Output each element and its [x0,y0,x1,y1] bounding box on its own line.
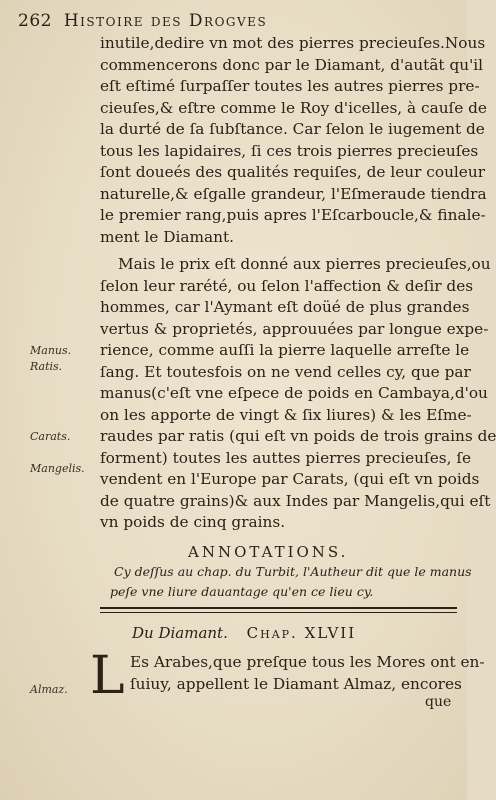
text-line: vertus & proprietés, approuuées par longue expe- [100,319,489,338]
text-line: vn poids de cinq grains. [100,513,286,531]
chapter-label: Chap. XLVII [246,624,357,642]
chapter-rule [100,607,457,609]
chapter-heading [132,624,452,642]
margin-note-almaz: Almaz. [30,683,68,696]
paragraph-1 [100,33,487,248]
text-line: forment) toutes les auttes pierres precieuſes, ſe [100,448,472,467]
text-line: ment le Diamant. [100,227,234,246]
text-line: eſt eſtimé ſurpaſſer toutes les autres pierres pre- [100,77,480,95]
text-line: on les apporte de vingt & ſix liures) & les Eſme- [100,405,472,424]
margin-note-ratis: Ratis. [30,360,63,373]
annotation-line: Cy deſſus au chap. du Turbit, l'Autheur dit que le manus [114,564,472,579]
body-text [100,33,496,534]
annotation-line: peſe vne liure dauantage qu'en ce lieu cy. [110,584,374,599]
text-line: rience, comme auſſi la pierre laquelle arreſte le [100,341,470,359]
running-head [18,10,458,32]
text-line: vendent en l'Europe par Carats, (qui eſt vn poids [100,470,480,488]
text-line: manus(c'eſt vne eſpece de poids en Cambaya,d'ou [100,384,488,402]
margin-note-mangelis: Mangelis. [30,462,85,475]
text-line: le premier rang,puis apres l'Eſcarboucle,& finale- [100,206,486,224]
text-line: commencerons donc par le Diamant, d'autãt qu'il [100,55,484,74]
annotations-text [110,562,472,602]
running-title: Histoire des Drogves [63,11,268,31]
text-line: de quatre grains)& aux Indes par Mangelis,qui eſt [100,491,491,510]
text-line: Mais le prix eſt donné aux pierres precieuſes,ou [118,255,491,273]
text-line: ſelon leur rarété, ou ſelon l'affection & deſir des [100,276,474,295]
text-line: ſang. Et toutesfois on ne vend celles cy, que par [100,362,471,381]
text-line: naturelle,& eſgalle grandeur, l'Eſmeraude tiendra [100,184,487,203]
text-line: hommes, car l'Aymant eſt doüé de plus grandes [100,298,470,316]
margin-note-manus: Manus. [30,344,72,357]
text-line: la durté de ſa ſubſtance. Car ſelon le iugement de [100,120,485,138]
annotations-heading: ANNOTATIONS. [188,543,349,561]
text-line: cieuſes,& eſtre comme le Roy d'icelles, à cauſe de [100,98,487,117]
text-line: ſuiuy, appellent le Diamant Almaz, encores [130,674,462,693]
chapter-title: Du Diamant. [132,624,228,642]
text-line: raudes par ratis (qui eſt vn poids de trois grains de [100,427,496,445]
text-line: tous les lapidaires, ſi ces trois pierres precieuſes [100,141,479,160]
page-number: 262 [18,11,52,31]
catchword: que [425,694,452,710]
text-line: inutile,dedire vn mot des pierres precieuſes.Nous [100,34,486,52]
chapter-rule-thin [100,612,457,613]
chapter-text [130,652,485,695]
drop-cap: L [90,646,125,706]
paragraph-2 [100,254,496,534]
text-line: ſont doueés des qualités requiſes, de leur couleur [100,163,486,181]
margin-note-carats: Carats. [30,430,71,443]
text-line: Es Arabes,que preſque tous les Mores ont en- [130,653,485,671]
